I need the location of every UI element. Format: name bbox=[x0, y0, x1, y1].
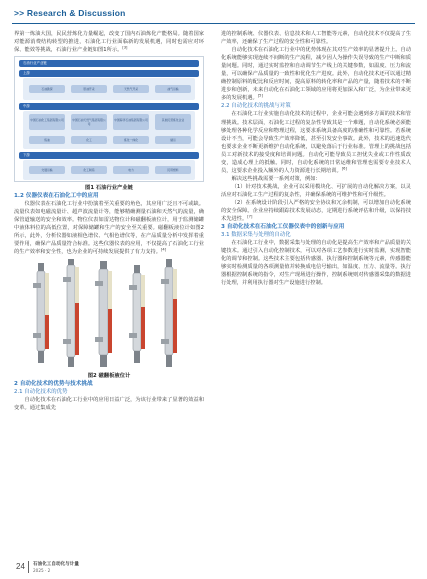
diagram-box: 石油勘探 bbox=[29, 85, 65, 93]
footer-divider bbox=[28, 561, 29, 573]
section-heading-1-2: 1.2 仪器仪表在石油化工中的应用 bbox=[14, 193, 99, 200]
header-title: >> Research & Discussion bbox=[14, 8, 126, 18]
diagram-midstream-band bbox=[19, 103, 199, 110]
section-heading-2: 2 自动化技术的优势与技术挑战 bbox=[14, 380, 93, 387]
diagram-downstream-label: 下游 bbox=[23, 153, 30, 158]
diagram-midstream-panel bbox=[23, 111, 195, 149]
page-number: 24 bbox=[16, 562, 25, 571]
diagram-box: 油气运输 bbox=[155, 85, 191, 93]
diagram-box: 化工制造 bbox=[71, 166, 107, 174]
diagram-upstream-panel bbox=[23, 78, 195, 100]
diagram-downstream-band bbox=[19, 152, 199, 159]
diagram-box: 中国石油化工集团有限公司 bbox=[29, 114, 65, 130]
paragraph-solution-2: （2）在系统设计阶段引入严格的安全协议和冗余机制，可以增加自动化系统的安全保障。企业应持续跟踪技术发展动态，定期进行系统评估和升级，以保持技术先进性。[7] bbox=[221, 199, 411, 223]
diagram-box: 炼油 bbox=[29, 136, 65, 144]
page-footer bbox=[0, 557, 427, 579]
section-heading-3: 3 自动化技术在石油化工仪器仪表中的创新与应用 bbox=[221, 224, 345, 231]
figure-1-caption: 图1 石油行业产业链 bbox=[85, 185, 133, 192]
diagram-box: 其他民营炼化企业 bbox=[155, 114, 191, 130]
gauge-unit bbox=[63, 259, 79, 367]
journal-name: 石油化工自动化与计量 bbox=[33, 562, 79, 567]
section-heading-2-1: 2.1 自动化技术的优势 bbox=[14, 388, 68, 395]
diagram-box: 储运 bbox=[155, 136, 191, 144]
page-header bbox=[12, 4, 415, 24]
diagram-header-label: 石油行业产业链 bbox=[23, 61, 47, 66]
level-gauge-illustration bbox=[23, 259, 195, 371]
diagram-downstream-panel bbox=[23, 160, 195, 180]
diagram-header-band bbox=[19, 60, 199, 67]
paragraph-3-1: 在石油化工行业中，数据采集与处理的自动化是提高生产效率和产品质量的关键技术。通过引入自动化控制技术，可以对各项工艺参数进行实时监测，实现智能化的调节和控制。这些技术主要包括传感器、执行器和控制系统等元素，传感器能够实时检测质量的各项测量值并转换成电信号输出，如温度、压力、流量等。执行器根据控制系统的指令，对生产现场进行操作，控制系统则对传感器采集的数据进行处理，并利用执行器对生产设施进行控制。 bbox=[221, 240, 411, 287]
gauge-unit bbox=[161, 259, 177, 367]
section-heading-2-2: 2.2 自动化技术的挑战与对策 bbox=[221, 103, 291, 110]
diagram-box: 炼化一体化 bbox=[113, 136, 149, 144]
diagram-upstream-band bbox=[19, 70, 199, 77]
paragraph-2-1: 自动化技术在石油化工行业中的应用日益广泛，为该行业带来了显著的效益和变革。通过集成先 bbox=[14, 396, 204, 411]
right-column bbox=[221, 30, 411, 288]
paragraph-solutions-intro: 解决这些挑战需要一系列对策，例如： bbox=[231, 175, 321, 182]
diagram-midstream-label: 中游 bbox=[23, 104, 30, 109]
figure-2-photo bbox=[23, 259, 195, 371]
diagram-box: 化工 bbox=[71, 136, 107, 144]
figure-2-caption: 图2 磁翻板液位计 bbox=[87, 372, 131, 379]
paragraph-continuation: 进的控制系统、仪器仪表、信息技术和人工智能等元素，自动化技术不仅提高了生产效率，还确保了生产过程的安全性和可靠性。 bbox=[221, 31, 411, 46]
gauge-unit bbox=[33, 263, 49, 363]
gauge-unit bbox=[95, 261, 112, 367]
paragraph-advantages: 自动化技术在石油化工行业中的优势体现在其对生产效率的显著提升上。自动化系统能够实现连续不间断的生产流程，减少因人为操作失误导致的生产中断和质量问题。同时，通过实时监控和自动调节生产线上的关键参数，如温度、压力和流量，可以确保产品质量的一致性和优化生产进度。此外，自动化技术还可以通过精确控制原料的配比和反应时间，提高原料的转化率和产品的产量，随着技术的不断进步和创新，未来自动化在石油化工领域的应用将更加深入和广泛，为企业带来更多的发展机遇。[5] bbox=[221, 47, 411, 102]
gauge-unit bbox=[129, 265, 145, 363]
diagram-box: 交通运输 bbox=[29, 166, 65, 174]
diagram-box: 天然气开采 bbox=[113, 85, 149, 93]
diagram-box: 中国石油天然气集团有限公司 bbox=[71, 114, 107, 130]
diagram-box: 民用燃料 bbox=[155, 166, 191, 174]
diagram-box: 电力 bbox=[113, 166, 149, 174]
paragraph-solution-1: （1）针对技术挑战，企业可以采用模块化、可扩展的自动化解决方案，以灵活应对石油化工生产过程的复杂性，并确保系统的可维护性和可升级性。 bbox=[221, 183, 411, 198]
left-column bbox=[14, 30, 204, 412]
diagram-upstream-label: 上游 bbox=[23, 71, 30, 76]
figure-1-diagram bbox=[14, 56, 204, 182]
paragraph-intro: 界第一炼油大国，民民营炼化力量崛起，改变了国内石油炼化产能格局。随着国家对能源消费结构转型的推进，石油化工行业面临新的发展机遇，同时也需应对环保、能效等挑战，石油行业产业链如图1所示。[3] bbox=[14, 31, 204, 54]
paragraph-1-2: 仪器仪表在石油化工行业中扮演着至关重要的角色，其应用广泛且不可或缺。流量仪表如电磁流量计、超声波流量计等，能够精确测量石油和天然气的流量，确保管道输送的安全和效率。物位仪表如雷达物位计和磁翻板液位计，用于监测储罐中液体料位的高低位置，对保障储罐和生产的安全至关重要。磁翻板液位计如图2所示，此外，分析仪器如液相色谱仪、气相色谱仪等，在产品质量分析中发挥着重要作用，确保产品质量符合标准。这些仪器仪表的应用，不仅提高了石油化工行业的生产效率和安全性，也为企业的可持续发展提供了有力支持。[4] bbox=[14, 201, 204, 256]
journal-issue: 2025 · 2 bbox=[33, 568, 51, 573]
paragraph-2-2: 在石油化工行业实施自动化技术的过程中，企业可能会遇到多方面的技术和管理挑战。技术层面，石油化工过程的复杂性导致其是一个难题，自动化系统必须能够处理各种化学反应和物理过程，这要求系统具备高度的准确性和可靠性。若系统设计不当，可能会导致生产效率降低，甚至引发安全事故。此外，技术的迅速迭代也要求企业不断更新维护自动化系统，以避免落后于行业标准。管理上的挑战包括员工对新技术的接受度和培训问题。自动化可能导致员工担忧失业或工作性质改变，造成心理上的抵触。同时，自动化系统的日常运维和管理也需要专业技术人员，这要求企业投入额外的人力资源进行长期培训。[6] bbox=[221, 111, 411, 174]
diagram-box: 中国海洋石油集团有限公司 bbox=[113, 114, 149, 130]
section-heading-3-1: 3.1 数据采集与处理的自动化 bbox=[221, 232, 291, 239]
diagram-box: 原油开采 bbox=[71, 85, 107, 93]
